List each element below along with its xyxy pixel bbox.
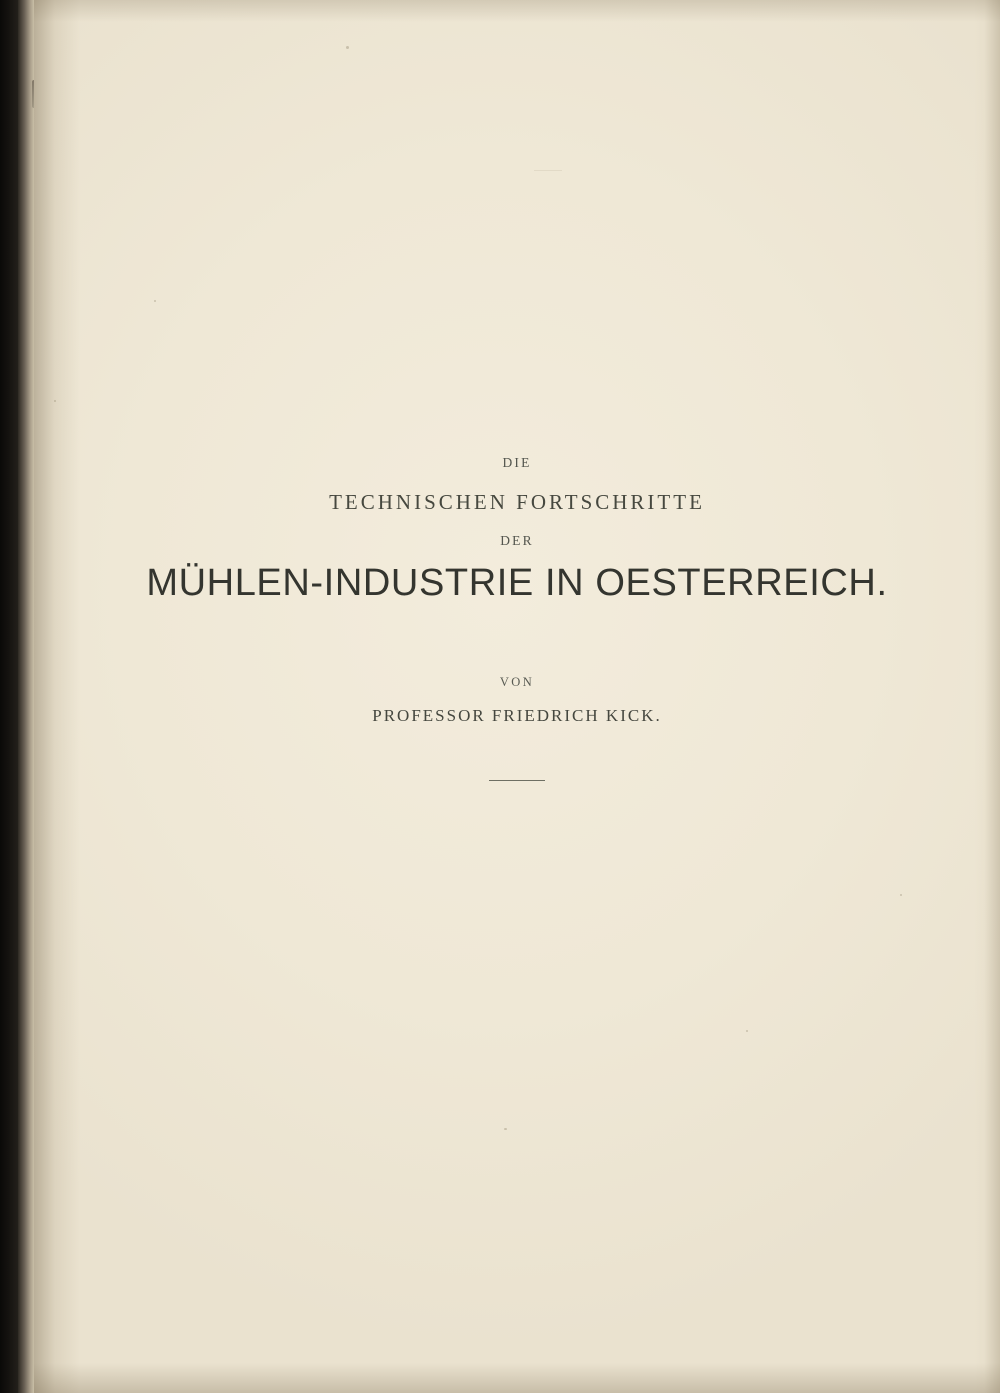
paper-speck: [900, 894, 902, 896]
title-line-subject: TECHNISCHEN FORTSCHRITTE: [329, 490, 705, 514]
paper-speck: [54, 400, 56, 402]
page-title: MÜHLEN-INDUSTRIE IN OESTERREICH.: [146, 562, 888, 604]
author-name: PROFESSOR FRIEDRICH KICK.: [372, 706, 662, 725]
horizontal-rule-icon: [489, 780, 545, 781]
document-page: [34, 0, 1000, 1393]
title-block: [34, 455, 1000, 781]
title-line-der: DER: [500, 533, 534, 548]
title-line-die: DIE: [502, 455, 532, 470]
page-bottom-edge-shadow: [34, 1363, 1000, 1393]
binding-outer-edge: [0, 0, 18, 1393]
paper-speck: [154, 300, 156, 302]
ornament-rule-wrapper: [34, 780, 1000, 781]
paper-speck: [504, 1128, 507, 1130]
paper-speck: [746, 1030, 748, 1032]
byline-label: VON: [499, 675, 535, 689]
paper-speck: [534, 170, 562, 171]
page-top-edge-shadow: [34, 0, 1000, 22]
paper-speck: [346, 46, 349, 49]
binding-spine-strip: [18, 0, 34, 1393]
